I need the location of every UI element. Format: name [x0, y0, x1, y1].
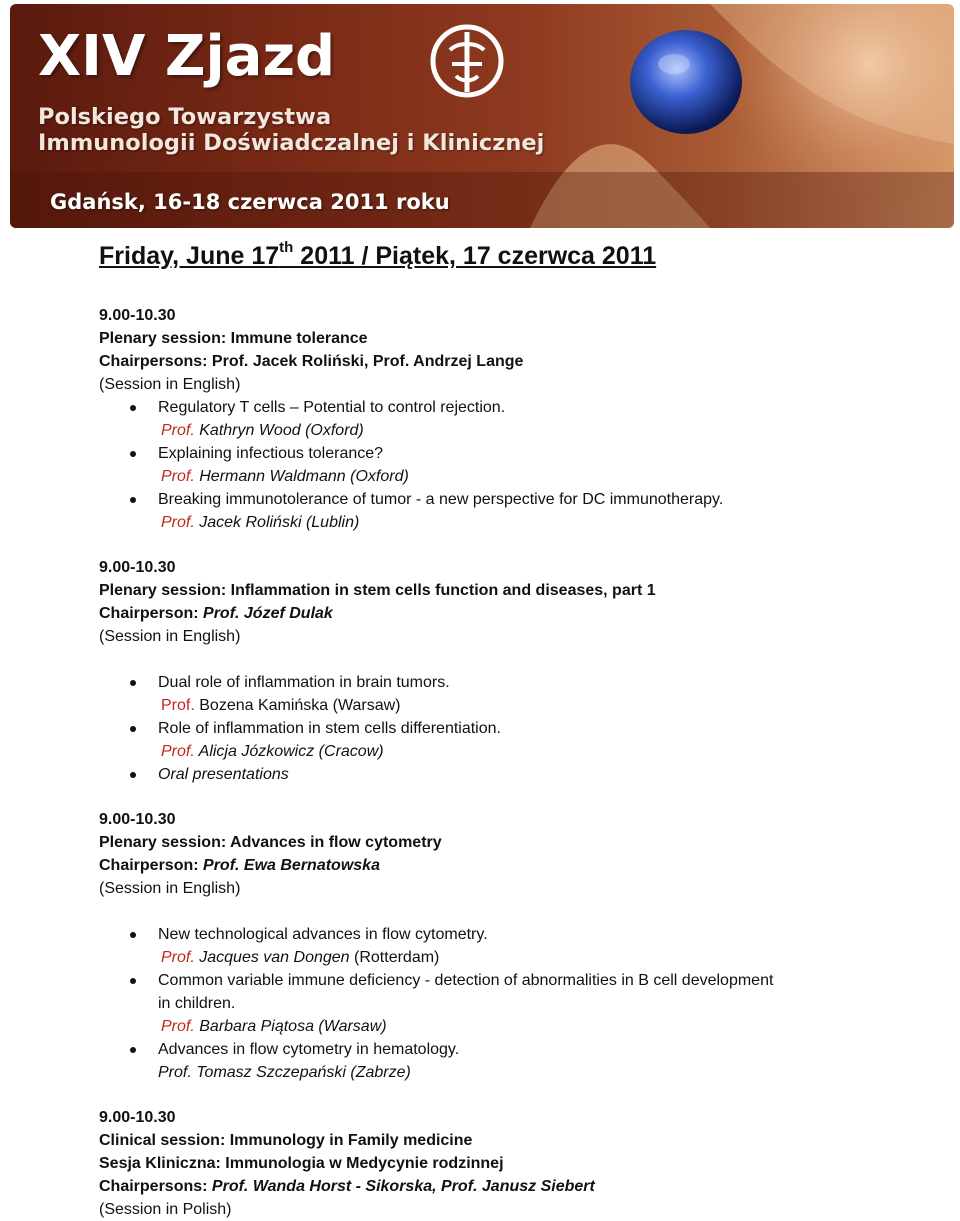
conference-banner — [10, 4, 954, 228]
banner-date: Gdańsk, 16-18 czerwca 2011 roku — [50, 190, 450, 214]
session-block — [99, 1106, 899, 1221]
talk-title-continuation: in children. — [158, 995, 236, 1012]
session-chairpersons: Chairpersons: Prof. Wanda Horst - Sikorska, Prof. Janusz Siebert — [99, 1178, 595, 1195]
talk-speaker: Prof. Jacek Roliński (Lublin) — [161, 514, 360, 531]
session-language: (Session in Polish) — [99, 1201, 232, 1218]
talk-title: Role of inflammation in stem cells differentiation. — [158, 720, 501, 737]
talk-item — [99, 396, 899, 442]
talk-speaker: Prof. Tomasz Szczepański (Zabrze) — [158, 1064, 411, 1081]
bullet-icon — [130, 978, 136, 984]
talk-item — [99, 969, 899, 1038]
talk-speaker: Prof. Barbara Piątosa (Warsaw) — [161, 1018, 387, 1035]
cell-illustration-icon — [626, 24, 746, 140]
talk-title: Regulatory T cells – Potential to control rejection. — [158, 399, 506, 416]
session-title-polish: Sesja Kliniczna: Immunologia w Medycynie rodzinnej — [99, 1155, 504, 1172]
talk-title: Dual role of inflammation in brain tumors. — [158, 674, 450, 691]
society-logo-icon — [428, 20, 506, 102]
talk-item — [99, 671, 899, 717]
banner-subtitle-line2: Immunologii Doświadczalnej i Klinicznej — [38, 130, 545, 156]
banner-subtitle-line1: Polskiego Towarzystwa — [38, 104, 332, 130]
talk-speaker: Prof. Hermann Waldmann (Oxford) — [161, 468, 409, 485]
session-block — [99, 304, 899, 534]
bullet-icon — [130, 932, 136, 938]
session-chairpersons: Chairpersons: Prof. Jacek Roliński, Prof. Andrzej Lange — [99, 353, 524, 370]
talk-title: Oral presentations — [158, 766, 289, 783]
bullet-icon — [130, 405, 136, 411]
talk-title: Advances in flow cytometry in hematology. — [158, 1041, 460, 1058]
talk-item — [99, 442, 899, 488]
talk-speaker: Prof. Kathryn Wood (Oxford) — [161, 422, 364, 439]
bullet-icon — [130, 680, 136, 686]
session-time: 9.00-10.30 — [99, 307, 176, 324]
talk-list — [99, 396, 899, 534]
session-block — [99, 556, 899, 786]
talk-speaker: Prof. Jacques van Dongen (Rotterdam) — [161, 949, 440, 966]
session-chairpersons: Chairperson: Prof. Ewa Bernatowska — [99, 857, 380, 874]
session-title: Plenary session: Inflammation in stem cells function and diseases, part 1 — [99, 582, 656, 599]
talk-list — [99, 923, 899, 1084]
session-language: (Session in English) — [99, 880, 241, 897]
talk-title: Explaining infectious tolerance? — [158, 445, 384, 462]
bullet-icon — [130, 1047, 136, 1053]
program-document — [99, 236, 899, 1221]
talk-title: New technological advances in flow cytometry. — [158, 926, 488, 943]
session-time: 9.00-10.30 — [99, 811, 176, 828]
session-language: (Session in English) — [99, 376, 241, 393]
session-time: 9.00-10.30 — [99, 559, 176, 576]
talk-item — [99, 488, 899, 534]
talk-item — [99, 763, 899, 786]
talk-list — [99, 671, 899, 786]
session-title: Clinical session: Immunology in Family medicine — [99, 1132, 473, 1149]
bullet-icon — [130, 772, 136, 778]
session-time: 9.00-10.30 — [99, 1109, 176, 1126]
bullet-icon — [130, 726, 136, 732]
session-language: (Session in English) — [99, 628, 241, 645]
talk-title: Breaking immunotolerance of tumor - a new perspective for DC immunotherapy. — [158, 491, 724, 508]
banner-title: XIV Zjazd — [38, 24, 336, 89]
talk-title: Common variable immune deficiency - detection of abnormalities in B cell development — [158, 972, 774, 989]
talk-speaker: Prof. Alicja Józkowicz (Cracow) — [161, 743, 384, 760]
talk-item — [99, 923, 899, 969]
talk-item — [99, 717, 899, 763]
bullet-icon — [130, 451, 136, 457]
session-title: Plenary session: Advances in flow cytometry — [99, 834, 442, 851]
session-block — [99, 808, 899, 1084]
talk-item — [99, 1038, 899, 1084]
session-chairpersons: Chairperson: Prof. Józef Dulak — [99, 605, 333, 622]
session-title: Plenary session: Immune tolerance — [99, 330, 368, 347]
bullet-icon — [130, 497, 136, 503]
talk-speaker: Prof. Bozena Kamińska (Warsaw) — [161, 697, 401, 714]
page-title: Friday, June 17th 2011 / Piątek, 17 czerwca 2011 — [99, 238, 657, 270]
